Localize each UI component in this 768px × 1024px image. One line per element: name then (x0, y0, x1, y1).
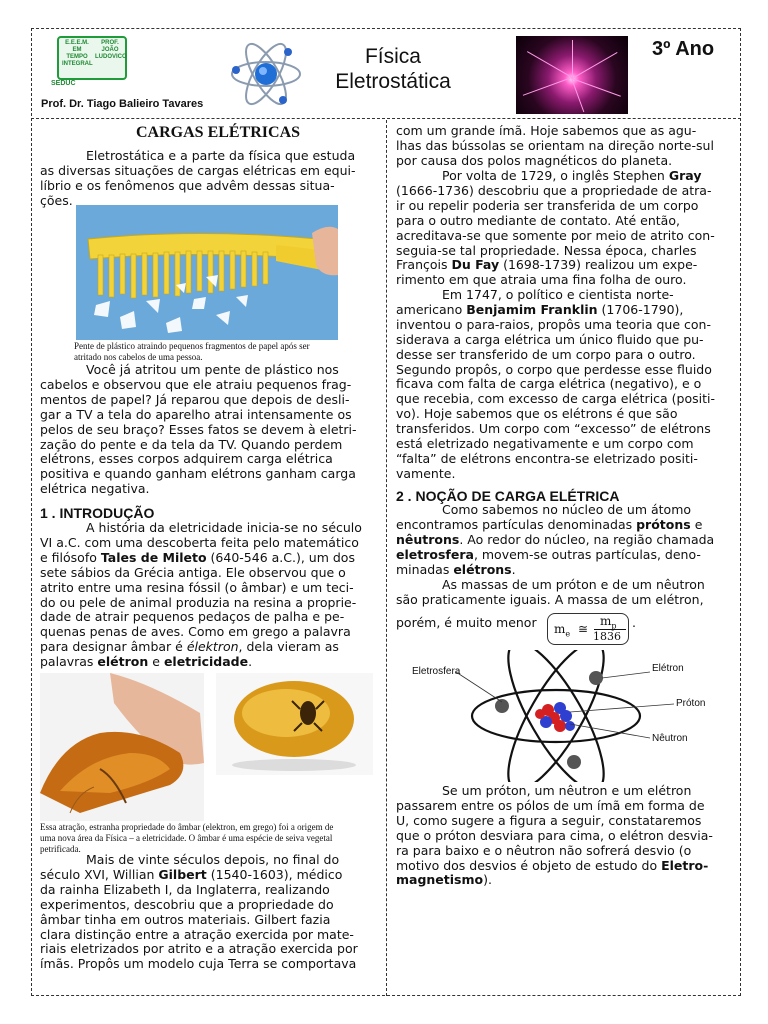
text-line: François Du Fay (1698-1739) realizou um expe- (396, 257, 698, 273)
text-line: vamente. (396, 465, 456, 481)
gray-paragraph (396, 169, 729, 288)
text-line: zação do pente e da tela da TV. Quando perdem (40, 436, 343, 452)
label-eletrosfera: Eletrosfera (412, 666, 461, 677)
text-line: As massas de um próton e de um nêutron (442, 577, 705, 592)
text-line: “falta” de elétrons encontra-se eletrizado positi- (396, 450, 698, 466)
text-line: elétrons, esses corpos adquirem carga elétrica (40, 451, 333, 467)
text-line: desse ser transferido de um corpo para o outro. (396, 346, 696, 362)
text-line: motivo dos desvios é objeto de estudo do Eletro- (396, 857, 709, 873)
main-heading: CARGAS ELÉTRICAS (136, 124, 301, 141)
text-line: inventou o para-raios, propôs uma teoria que con- (396, 316, 711, 332)
text-line: encontramos partículas denominadas prótons e (396, 516, 703, 532)
text-line: mentos de papel? Já reparou que depois de desli- (40, 391, 350, 407)
text-line: dade de atrair pequenos pedaços de palha e pe- (40, 609, 345, 625)
text-line: vo). Hoje sabemos que os elétrons é que são (396, 406, 678, 422)
text-line: siderava a carga elétrica um único fluido que pu- (396, 331, 704, 347)
text-line: Se um próton, um nêutron e um elétron (442, 783, 692, 798)
text-line: e filósofo Tales de Mileto (640-546 a.C.), um dos (40, 549, 355, 565)
section1-heading: 1 . INTRODUÇÃO (40, 505, 155, 521)
gilbert-paragraph (40, 853, 373, 972)
text-line: ra para baixo e o nêutron não sofrerá desvio (o (396, 842, 692, 858)
text-line: líbrio e os fenômenos que advêm dessas situa- (40, 177, 335, 193)
text-line: quenas penas de aves. Como em grego a palavra (40, 624, 351, 640)
label-proton: Próton (676, 698, 706, 709)
magnet-paragraph (396, 784, 729, 888)
text-line: passarem entre os pólos de um ímã em forma de (396, 797, 705, 813)
column-separator (386, 120, 387, 996)
comb-caption (74, 341, 344, 363)
text-line: (1666-1736) descobriu que a propriedade de atra- (396, 182, 712, 198)
text-line: lhas das bússolas se orientam na direção norte-sul (396, 137, 714, 153)
text-line: nêutrons. Ao redor do núcleo, na região chamada (396, 531, 715, 547)
caption-line: atritado nos cabelos de uma pessoa. (74, 352, 203, 362)
text-line: U, como sugere a figura a seguir, constataremos (396, 812, 702, 828)
franklin-paragraph (396, 288, 729, 482)
text-line: ções. (40, 192, 73, 208)
text-line: que o próton desviara para cima, o elétron desvia- (396, 827, 713, 843)
comb-image (76, 205, 338, 340)
school-logo (45, 32, 135, 92)
text-line: são praticamente iguais. A massa de um elétron, (396, 591, 704, 607)
text-line: por causa dos polos magnéticos do planeta. (396, 152, 673, 168)
text-line: positiva e quando ganham elétrons ganham carga (40, 466, 356, 482)
amber-hand-image (40, 673, 204, 821)
text-line: século XVI, Willian Gilbert (1540-1603), médico (40, 866, 343, 882)
nucleus-paragraph (396, 503, 729, 578)
text-line: transferidos. Um corpo com “excesso” de elétrons (396, 421, 711, 437)
text-line: Eletrostática e a parte da física que estuda (86, 148, 356, 163)
text-line: americano Benjamim Franklin (1706-1790), (396, 301, 684, 317)
text-line: rimento em que atraia uma fina folha de ouro. (396, 272, 687, 288)
amber-caption (40, 822, 373, 855)
label-eletron: Elétron (652, 663, 684, 674)
text-line: com um grande ímã. Hoje sabemos que as agu- (396, 123, 697, 138)
comb-paragraph (40, 363, 373, 497)
text-line: eletrosfera, movem-se outras partículas, deno- (396, 546, 701, 562)
atom-icon (228, 40, 304, 108)
label-neutron: Nêutron (652, 733, 688, 744)
formula-numerator: $m_p$ (600, 614, 617, 631)
logo-seduc-text: SEDUC (51, 80, 76, 87)
caption-line: uma nova área da Física – a eletricidade. O âmbar é uma espécie de seiva vegetal (40, 833, 333, 843)
mass-paragraph (396, 578, 729, 608)
text-line: A história da eletricidade inicia-se no século (86, 520, 362, 535)
text-line: magnetismo). (396, 872, 492, 888)
text-line: Mais de vinte séculos depois, no final do (86, 852, 340, 867)
text-line: que recebia, com excesso de carga elétrica (positi- (396, 391, 716, 407)
book-icon (57, 36, 127, 80)
text-line: para o outro mediante de contato. Até então, (396, 212, 680, 228)
introduction-paragraph (40, 521, 373, 670)
text-line: ir ou repelir poderia ser transferida de um corpo (396, 197, 699, 213)
text-line: âmbar tinha em outros materiais. Gilbert fazia (40, 911, 331, 927)
text-line: palavras elétron e eletricidade. (40, 654, 253, 670)
formula-approx: ≅ (578, 622, 589, 636)
mass-formula (547, 613, 629, 645)
text-line: minadas elétrons. (396, 561, 516, 577)
professor-name: Prof. Dr. Tiago Balieiro Tavares (41, 98, 204, 110)
text-line: elétrica negativa. (40, 481, 150, 497)
text-line: da rainha Elizabeth I, da Inglaterra, realizando (40, 881, 330, 897)
section2-heading: 2 . NOÇÃO DE CARGA ELÉTRICA (396, 488, 620, 504)
amber-insect-image (216, 673, 373, 775)
title-line1: Física (364, 45, 421, 68)
text-line: VI a.C. com uma descoberta feita pelo matemático (40, 534, 359, 550)
nucleus-icon (535, 702, 575, 732)
text-line: para designar âmbar é élektron, dela vieram as (40, 639, 339, 655)
text-line: seguia-se tal propriedade. Nessa época, charles (396, 242, 697, 258)
text-line: acreditava-se que somente por meio de atrito con- (396, 227, 715, 243)
mass-period: . (632, 615, 636, 630)
text-line: atrito entre uma resina fóssil (o âmbar) e um teci- (40, 579, 354, 595)
text-line: experimentos, descobriu que a propriedade do (40, 896, 334, 912)
page-title (318, 44, 468, 94)
text-line: sete sábios da Grécia antiga. Ele observou que o (40, 564, 346, 580)
caption-line: petrificada. (40, 844, 81, 854)
plasma-ball-image (516, 36, 628, 114)
logo-right-text: PROF. JOÃO LUDOVICO (95, 40, 127, 60)
text-line: está eletrizado negativamente e um corpo com (396, 436, 694, 452)
caption-line: Essa atração, estranha propriedade do âmbar (elektron, em grego) foi a origem de (40, 822, 334, 832)
text-line: clara distinção entre a atração exercida por mate- (40, 926, 354, 942)
text-line: Você já atritou um pente de plástico nos (86, 362, 339, 377)
caption-line: Pente de plástico atraindo pequenos fragmentos de papel após ser (74, 341, 310, 351)
text-line: gar a TV a tela do aparelho atrai intensamente os (40, 406, 352, 422)
text-line: ímãs. Propôs um modelo cuja Terra se comportava (40, 956, 357, 972)
grade-label: 3º Ano (652, 38, 715, 60)
text-line: Em 1747, o político e cientista norte- (442, 287, 674, 302)
formula-lhs: $m_e$ (554, 622, 571, 639)
text-line: pelos de seu braço? Esses fatos se devem à eletri- (40, 421, 357, 437)
formula-denominator: 1836 (593, 630, 621, 643)
text-line: Por volta de 1729, o inglês Stephen Gray (442, 168, 702, 183)
text-line: cabelos e observou que ele atraiu pequenos frag- (40, 376, 352, 392)
intro-paragraph (40, 149, 373, 209)
text-line: do ou pele de animal produzia na resina a proprie- (40, 594, 357, 610)
text-line: Como sabemos no núcleo de um átomo (442, 502, 692, 517)
compass-paragraph (396, 124, 729, 169)
text-line: riais eletrizados por atrito e a atração exercida por (40, 941, 358, 957)
logo-left-text: E.E.E.M. EM TEMPO INTEGRAL (62, 40, 93, 67)
text-line: Segundo propôs, o corpo que perdesse esse fluido (396, 361, 712, 377)
text-line: as diversas situações de cargas elétricas em equi- (40, 162, 356, 178)
header-separator (31, 118, 741, 119)
text-line: ficava com falta de carga elétrica (negativo), e o (396, 376, 702, 392)
mass-line3: porém, é muito menor (396, 615, 537, 630)
title-line2: Eletrostática (335, 70, 451, 93)
